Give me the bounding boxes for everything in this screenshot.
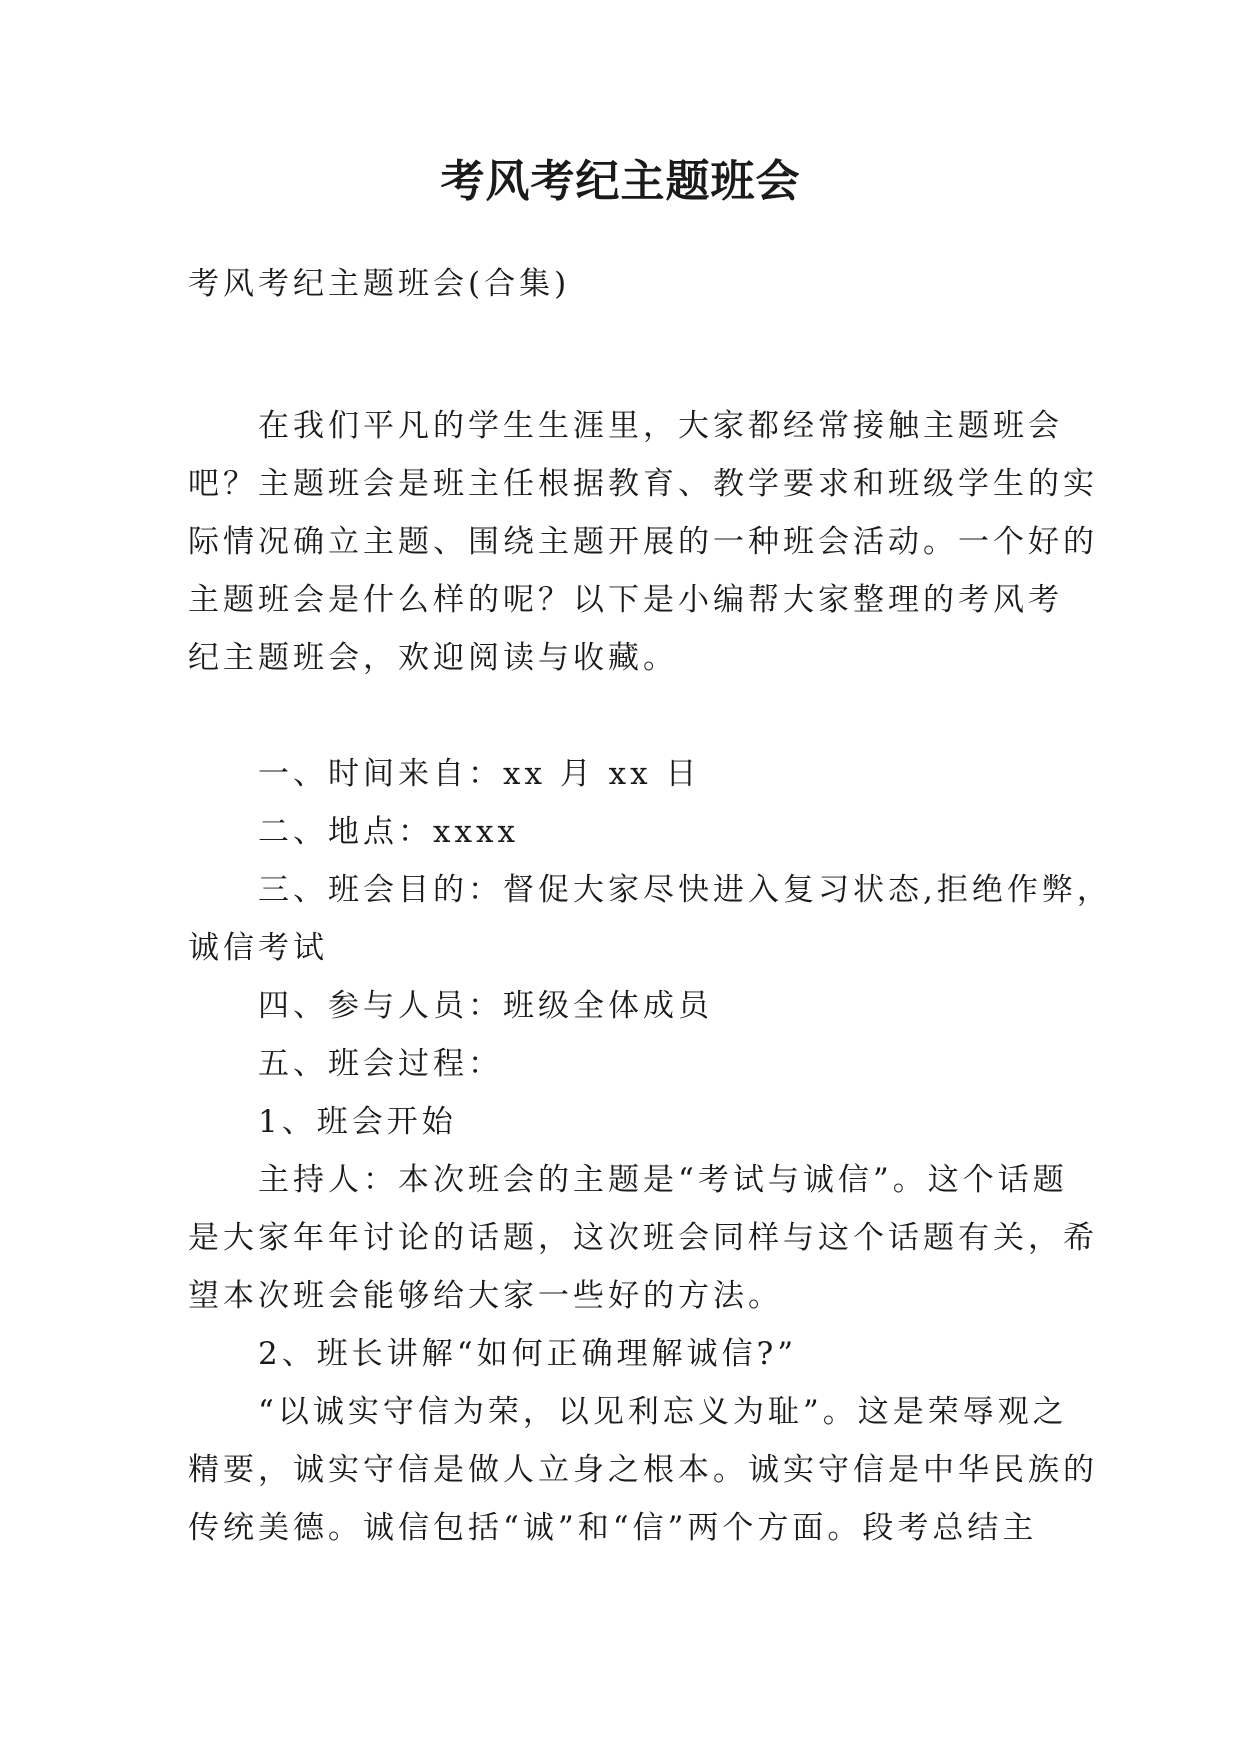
body-line: 传统美德。诚信包括“诚”和“信”两个方面。段考总结主 — [188, 1510, 1038, 1546]
document-title: 考风考纪主题班会 — [440, 156, 801, 207]
body-line: 三、班会目的：督促大家尽快进入复习状态,拒绝作弊， — [258, 872, 1112, 908]
body-line: 2、班长讲解“如何正确理解诚信?” — [258, 1336, 798, 1372]
body-line: 主持人：本次班会的主题是“考试与诚信”。这个话题 — [258, 1162, 1068, 1198]
intro-line: 吧？主题班会是班主任根据教育、教学要求和班级学生的实 — [188, 466, 1098, 502]
body-line: 四、参与人员：班级全体成员 — [258, 988, 713, 1024]
body-line: 望本次班会能够给大家一些好的方法。 — [188, 1278, 783, 1314]
body-line: 诚信考试 — [188, 930, 328, 966]
intro-line: 纪主题班会，欢迎阅读与收藏。 — [188, 640, 678, 676]
body-line: “以诚实守信为荣，以见利忘义为耻”。这是荣辱观之 — [258, 1394, 1068, 1430]
document-subtitle: 考风考纪主题班会(合集) — [188, 266, 571, 302]
body-line: 是大家年年讨论的话题，这次班会同样与这个话题有关，希 — [188, 1220, 1098, 1256]
intro-line: 主题班会是什么样的呢？以下是小编帮大家整理的考风考 — [188, 582, 1063, 618]
body-line: 1、班会开始 — [258, 1104, 457, 1140]
intro-line: 际情况确立主题、围绕主题开展的一种班会活动。一个好的 — [188, 524, 1098, 560]
body-line: 一、时间来自：xx 月 xx 日 — [258, 756, 701, 792]
intro-line: 在我们平凡的学生生涯里，大家都经常接触主题班会 — [258, 408, 1063, 444]
body-line: 精要，诚实守信是做人立身之根本。诚实守信是中华民族的 — [188, 1452, 1098, 1488]
body-line: 五、班会过程： — [258, 1046, 503, 1082]
body-line: 二、地点：xxxx — [258, 814, 519, 850]
